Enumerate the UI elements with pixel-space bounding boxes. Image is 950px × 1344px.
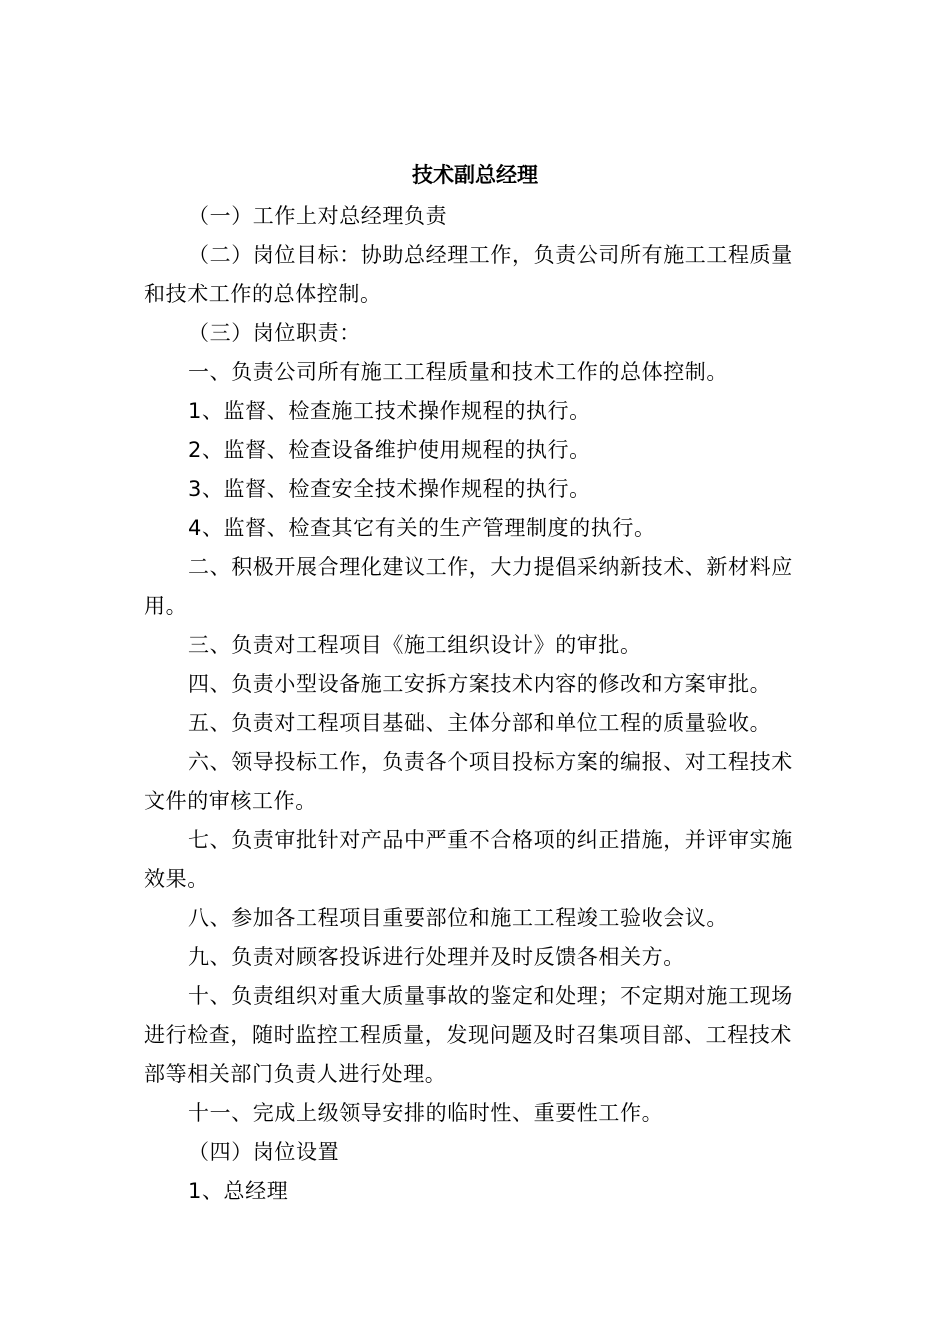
paragraph-duty-2: 二、积极开展合理化建议工作，大力提倡采纳新技术、新材料应用。 [144, 555, 793, 618]
paragraph-duty-7: 七、负责审批针对产品中严重不合格项的纠正措施，并评审实施效果。 [144, 828, 793, 891]
paragraph-duties-heading: （三）岗位职责： [188, 321, 361, 345]
document-body [144, 197, 796, 1211]
paragraph-duty-1-item-2: 2、监督、检查设备维护使用规程的执行。 [188, 438, 591, 462]
paragraph-position-goal: （二）岗位目标：协助总经理工作，负责公司所有施工工程质量和技术工作的总体控制。 [144, 243, 793, 306]
paragraph-duty-6: 六、领导投标工作，负责各个项目投标方案的编报、对工程技术文件的审核工作。 [144, 750, 793, 813]
paragraph-duty-8: 八、参加各工程项目重要部位和施工工程竣工验收会议。 [188, 906, 728, 930]
paragraph-duty-9: 九、负责对顾客投诉进行处理并及时反馈各相关方。 [188, 945, 685, 969]
paragraph-duty-4: 四、负责小型设备施工安拆方案技术内容的修改和方案审批。 [188, 672, 772, 696]
paragraph-duty-3: 三、负责对工程项目《施工组织设计》的审批。 [188, 633, 642, 657]
document-title: 技术副总经理 [412, 163, 538, 187]
paragraph-duty-10: 十、负责组织对重大质量事故的鉴定和处理；不定期对施工现场进行检查，随时监控工程质量，发现问题及时召集项目部、工程技术部等相关部门负责人进行处理。 [144, 984, 793, 1086]
paragraph-reporting-line: （一）工作上对总经理负责 [188, 204, 448, 228]
paragraph-duty-11: 十一、完成上级领导安排的临时性、重要性工作。 [188, 1101, 664, 1125]
paragraph-duty-1: 一、负责公司所有施工工程质量和技术工作的总体控制。 [188, 360, 728, 384]
paragraph-duty-5: 五、负责对工程项目基础、主体分部和单位工程的质量验收。 [188, 711, 772, 735]
paragraph-duty-1-item-4: 4、监督、检查其它有关的生产管理制度的执行。 [188, 516, 656, 540]
paragraph-duty-1-item-3: 3、监督、检查安全技术操作规程的执行。 [188, 477, 591, 501]
paragraph-position-setup-item-1: 1、总经理 [188, 1179, 289, 1203]
paragraph-duty-1-item-1: 1、监督、检查施工技术操作规程的执行。 [188, 399, 591, 423]
paragraph-position-setup-heading: （四）岗位设置 [188, 1140, 340, 1164]
